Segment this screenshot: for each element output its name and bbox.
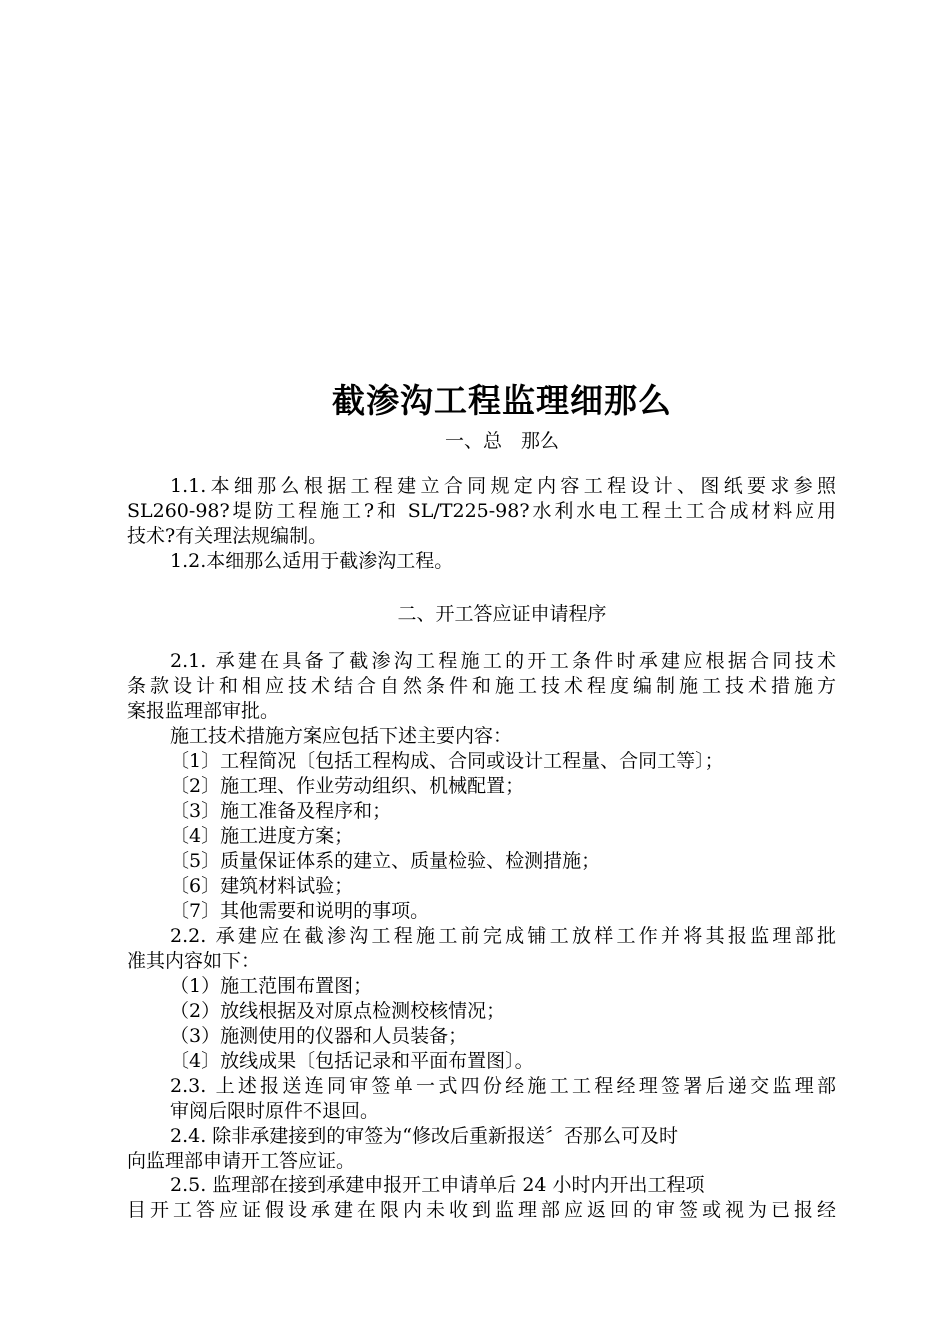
list-item: （3）施测使用的仪器和人员装备； [170,1025,468,1047]
list-item: （2）放线根据及对原点检测校核情况； [170,1000,506,1022]
paragraph-line: 1.1.本细那么根据工程建立合同规定内容工程设计、图纸要求参照 [170,475,836,497]
paragraph-line: SL260-98?堤防工程施工?和 SL/T225-98?水利水电工程土工合成材料应用 [127,500,836,522]
paragraph-line: 2.5. 监理部在接到承建申报开工申请单后 24 小时内开出工程项 [170,1174,705,1196]
list-item: 〔2〕施工理、作业劳动组织、机械配置； [170,775,525,797]
paragraph-line: 2.4. 除非承建接到的审签为“修改后重新报送〞否那么可及时 [170,1125,679,1147]
section-heading-permit: 二、开工答应证申请程序 [397,603,607,625]
list-item: 〔4〕施工进度方案； [170,825,354,847]
paragraph-line: 施工技术措施方案应包括下述主要内容： [170,725,513,747]
paragraph-line: 准其内容如下： [127,950,261,972]
paragraph-line: 条款设计和相应技术结合自然条件和施工技术程度编制施工技术措施方 [127,675,836,697]
list-item: （1）施工范围布置图； [170,975,373,997]
paragraph-line: 2.1. 承建在具备了截渗沟工程施工的开工条件时承建应根据合同技术 [170,650,836,672]
section-heading-general: 一、总 那么 [444,430,559,452]
paragraph-line: 2.2. 承建应在截渗沟工程施工前完成铺工放样工作并将其报监理部批 [170,925,836,947]
paragraph-line: 1.2.本细那么适用于截渗沟工程。 [170,550,454,572]
document-title: 截渗沟工程监理细那么 [332,381,672,420]
paragraph-line: 技术?有关理法规编制。 [127,525,328,547]
list-item: 〔6〕建筑材料试验； [170,875,354,897]
list-item: 〔3〕施工准备及程序和； [170,800,392,822]
paragraph-line: 案报监理部审批。 [127,700,280,722]
paragraph-line: 向监理部申请开工答应证。 [127,1150,356,1172]
paragraph-line: 目开工答应证假设承建在限内未收到监理部应返回的审签或视为已报经 [127,1199,836,1221]
list-item: 〔1〕工程简况〔包括工程构成、合同或设计工程量、合同工等〕； [170,750,724,772]
list-item: 〔4〕放线成果〔包括记录和平面布置图〕。 [170,1050,534,1072]
list-item: 〔7〕其他需要和说明的事项。 [170,900,430,922]
paragraph-line: 2.3. 上述报送连同审签单一式四份经施工工程经理签署后递交监理部 [170,1075,836,1097]
list-item: 〔5〕质量保证体系的建立、质量检验、检测措施； [170,850,601,872]
paragraph-line: 审阅后限时原件不退回。 [170,1100,380,1122]
